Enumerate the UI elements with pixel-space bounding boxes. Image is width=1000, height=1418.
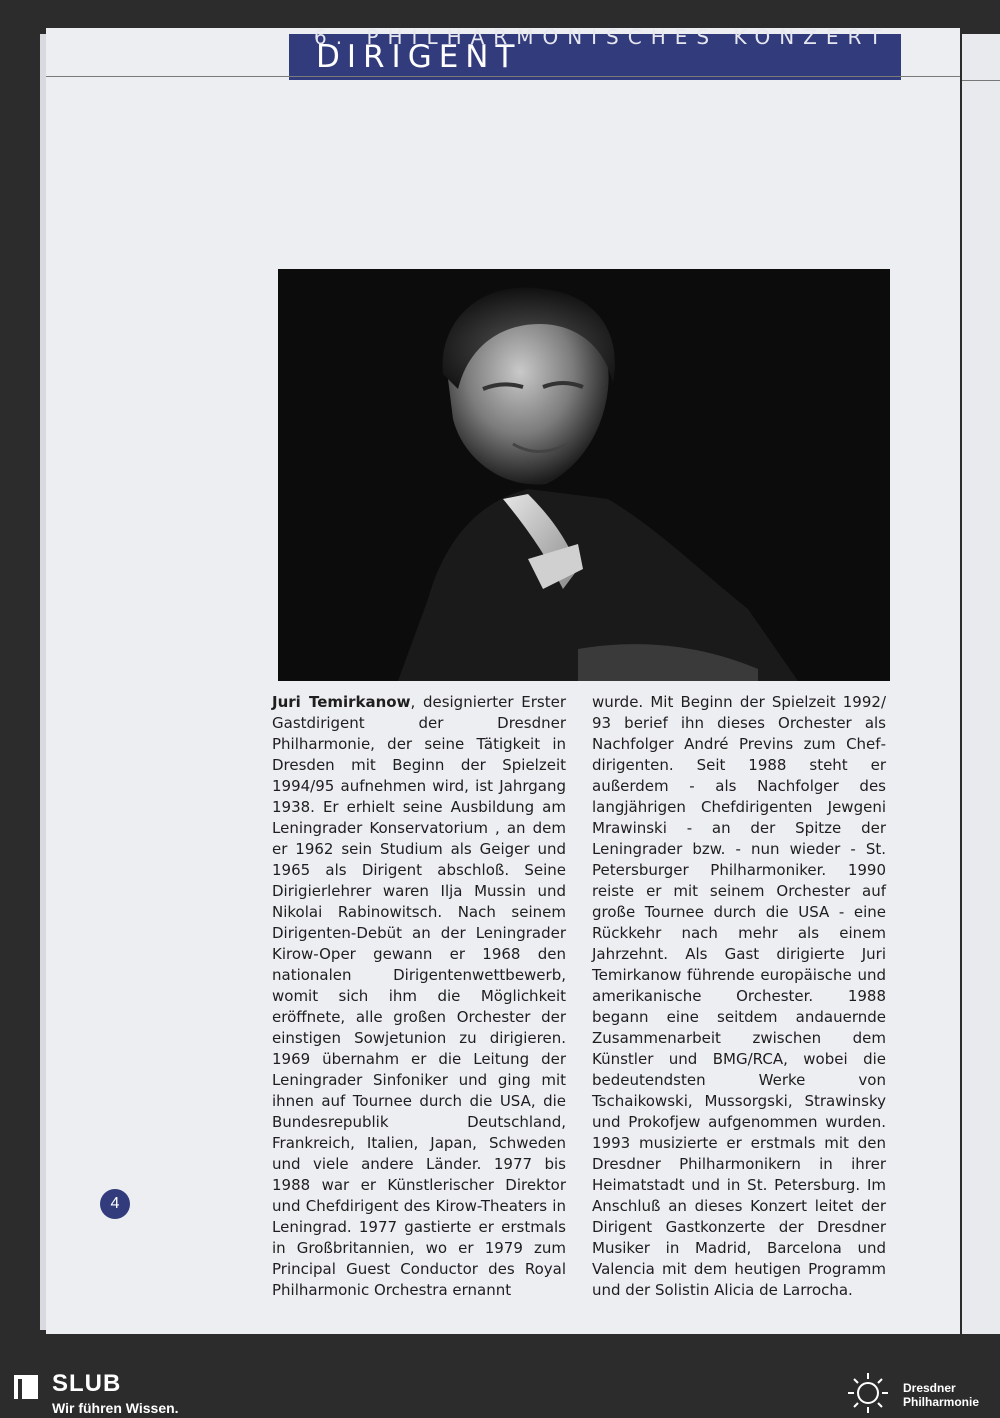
page-number-badge: 4 [100,1189,130,1219]
article-column-2-text: wurde. Mit Beginn der Spielzeit 1992/ 93 berief ihn dieses Orchester als Nachfolger André Previns zum Chefdirigenten. Seit 1988 steht er außerdem - als Nachfolger des langjährigen Chefdirigenten Jewgeni Mrawinski - an der Spitze der Leningrader bzw. - nun wieder - St. Petersburger Philharmoniker. 1990 reiste er mit seinem Orchester auf große Tournee durch die USA - eine Rückkehr nach mehr als einem Jahrzehnt. Als Gast dirigierte Juri Temirkanow führende europäische und amerikanische Orchester. 1988 begann eine seitdem andauernde Zusammenarbeit zwischen dem Künstler und BMG/RCA, wobei die bedeutendsten Werke von Tschaikowski, Mussorgski, Strawinsky und Prokofjew aufgenommen wurden. 1993 musizierte er erstmals mit den Dresdner Philharmonikern in ihrer Heimatstadt und in St. Petersburg. Im Anschluß an dieses Konzert leitet der Dirigent Gastkonzerte der Dresdner Musiker in Madrid, Barcelona und Valencia mit dem heutigen Programm und der Solistin Alicia de Larrocha. [592,693,886,1299]
philharmonie-sunburst-icon [842,1371,894,1415]
footer-bar [0,1368,1000,1418]
philharmonie-line-2: Philharmonie [903,1395,980,1409]
philharmonie-logo-text [903,1381,979,1409]
conductor-portrait-image [278,269,890,681]
adjacent-page-rule [962,80,1000,81]
slub-book-icon [12,1373,40,1401]
adjacent-page [962,34,1000,1334]
conductor-photo [278,269,890,681]
header-ghost-text: 6. PHILHARMONISCHES KONZERT [314,28,891,49]
article-column-1-text: , designierter Erster Gastdirigent der Dresdner Philharmonie, der seine Tätigkeit in Dresden mit Beginn der Spielzeit 1994/95 aufnehmen wird, ist Jahrgang 1938. Er erhielt seine Ausbildung am Leningrader Konservatorium , an dem er 1962 sein Studium als Geiger und 1965 als Dirigent abschloß. Seine Dirigierlehrer waren Ilja Mussin und Nikolai Rabinowitsch. Nach seinem Dirigenten-Debüt an der Leningrader Kirow-Oper gewann er 1968 den nationalen Dirigentenwettbewerb, womit sich ihm die Möglichkeit eröffnete, alle großen Orchester der einstigen Sowjetunion zu dirigieren. 1969 übernahm er die Leitung der Leningrader Sinfoniker und ging mit ihnen auf Tournee durch die USA, die Bundesrepublik Deutschland, Frankreich, Italien, Japan, Schweden und viele andere Länder. 1977 bis 1988 war er Künstlerischer Direktor und Chefdirigent des Kirow-Theaters in Leningrad. 1977 gastierte er erstmals in Großbritannien, wo er 1979 zum Principal Guest Conductor des Royal Philharmonic Orchestra ernannt [272,693,566,1299]
philharmonie-line-1: Dresdner [903,1381,956,1395]
header-rule [46,76,960,77]
article-column-1 [272,692,566,1301]
conductor-name: Juri Temirkanow [272,693,411,711]
page-title: DIRIGENT [316,39,522,75]
slub-logo-text: SLUB [52,1370,122,1397]
slub-tagline: Wir führen Wissen. [52,1400,179,1416]
document-page [46,28,960,1334]
article-column-2 [592,692,886,1301]
